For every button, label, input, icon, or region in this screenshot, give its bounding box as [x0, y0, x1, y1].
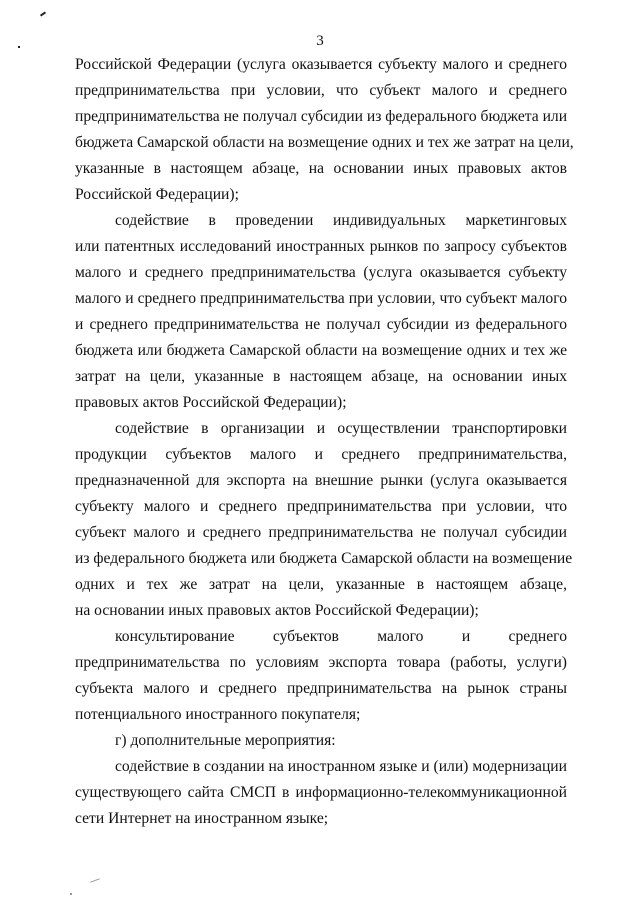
document-body [75, 52, 574, 832]
text-line: г) дополнительные мероприятия: [115, 732, 336, 749]
text-line: Российской Федерации (услуга оказывается субъекту малого и среднего [75, 56, 567, 73]
text-line: содействие в создании на иностранном языке и (или) модернизации [115, 758, 567, 775]
text-line: правовых актов Российской Федерации); [75, 394, 347, 411]
text-line: сети Интернет на иностранном языке; [75, 810, 329, 827]
text-line: потенциального иностранного покупателя; [75, 706, 361, 723]
text-line: содействие в проведении индивидуальных маркетинговых [115, 212, 567, 229]
scan-artifact [40, 11, 46, 16]
text-line: малого и среднего предпринимательства при условии, что субъект малого [75, 290, 567, 307]
text-line: бюджета или бюджета Самарской области на возмещение одних и тех же [75, 342, 567, 359]
text-line: содействие в организации и осуществлении транспортировки [115, 420, 567, 437]
text-line: консультирование субъектов малого и среднего [115, 628, 567, 645]
scan-artifact [70, 893, 72, 895]
text-line: субъект малого и среднего предпринимательства не получал субсидии [75, 524, 567, 541]
text-line: субъекту малого и среднего предпринимательства при условии, что [75, 498, 567, 515]
page-number: 3 [316, 33, 324, 49]
text-line: предпринимательства по условиям экспорта товара (работы, услуги) [75, 654, 567, 671]
text-line: предпринимательства не получал субсидии из федерального бюджета или [75, 108, 568, 125]
text-line: указанные в настоящем абзаце, на основании иных правовых актов [75, 160, 567, 177]
text-line: малого и среднего предпринимательства (услуга оказывается субъекту [75, 264, 567, 281]
paragraph [75, 754, 567, 832]
paragraph [75, 416, 573, 624]
paragraph [75, 728, 567, 754]
text-line: предпринимательства при условии, что субъект малого и среднего [75, 82, 567, 99]
paragraph [75, 52, 574, 208]
text-line: из федерального бюджета или бюджета Самарской области на возмещение [75, 550, 573, 567]
scan-artifact [90, 878, 100, 882]
paragraph [75, 624, 567, 728]
text-line: на основании иных правовых актов Российской Федерации); [75, 602, 479, 619]
text-line: существующего сайта СМСП в информационно-телекоммуникационной [75, 784, 567, 801]
text-line: затрат на цели, указанные в настоящем абзаце, на основании иных [75, 368, 567, 385]
text-line: бюджета Самарской области на возмещение одних и тех же затрат на цели, [75, 134, 574, 151]
paragraph [75, 208, 567, 416]
text-line: или патентных исследований иностранных рынков по запросу субъектов [75, 238, 567, 255]
text-line: предназначенной для экспорта на внешние рынки (услуга оказывается [75, 472, 567, 489]
text-line: субъекта малого и среднего предпринимательства на рынок страны [75, 680, 567, 697]
text-line: одних и тех же затрат на цели, указанные в настоящем абзаце, [75, 576, 567, 593]
text-line: продукции субъектов малого и среднего предпринимательства, [75, 446, 567, 463]
text-line: и среднего предпринимательства не получал субсидии из федерального [75, 316, 567, 333]
text-line: Российской Федерации); [75, 186, 239, 203]
